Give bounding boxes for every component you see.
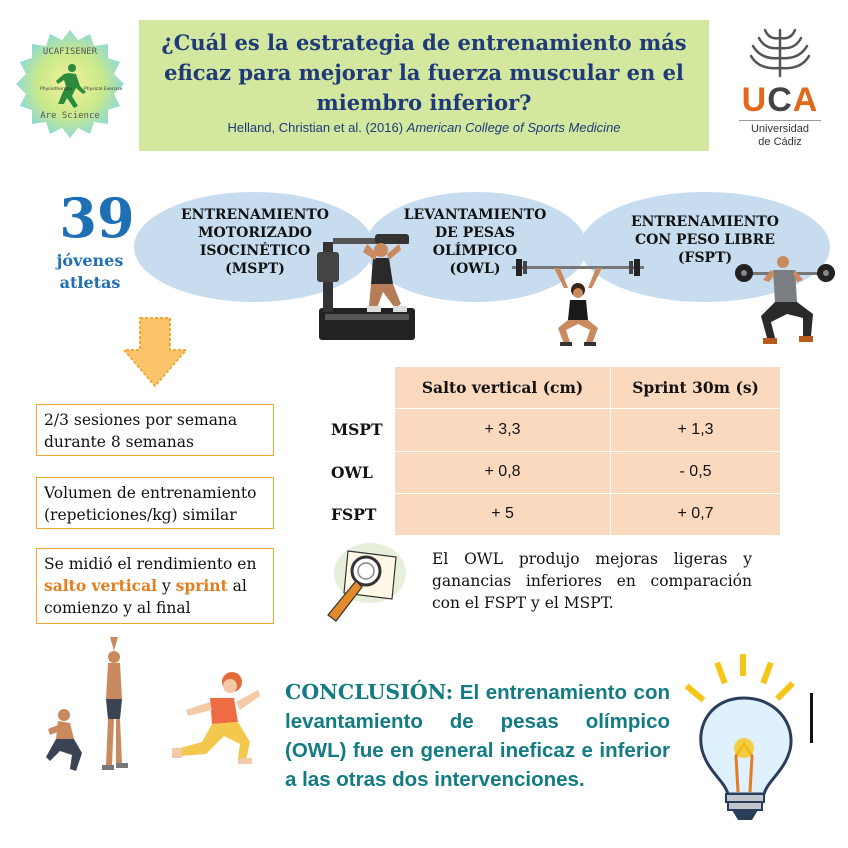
intervention-label-line: ENTRENAMIENTO — [631, 214, 779, 230]
highlight-vertical-jump: salto vertical — [44, 576, 158, 595]
participant-label-line: atletas — [59, 273, 121, 292]
measurement-line: Se midió el rendimiento en — [44, 555, 257, 573]
participant-label-line: jóvenes — [56, 251, 124, 270]
table-corner — [323, 367, 395, 409]
uca-letter: U — [741, 81, 768, 119]
table-cell: + 5 — [395, 493, 611, 535]
title-banner — [139, 20, 709, 151]
row-label: MSPT — [323, 409, 395, 451]
sessions-line: durante 8 semanas — [44, 433, 194, 451]
uca-logo — [735, 26, 825, 148]
intervention-label-line: DE PESAS — [435, 225, 515, 241]
svg-text:UCAFISENER: UCAFISENER — [42, 47, 98, 57]
measurement-line: comienzo y al final — [44, 599, 191, 617]
citation — [139, 120, 709, 135]
citation-journal: American College of Sports Medicine — [406, 120, 621, 135]
title-line: ¿Cuál es la estrategia de entrenamiento más — [161, 30, 687, 55]
vertical-jump-figure — [40, 635, 140, 775]
measurement-box — [36, 548, 274, 624]
table-row — [323, 493, 781, 535]
measurement-connector: al — [227, 577, 247, 595]
title-line: miembro inferior? — [316, 90, 532, 115]
uca-name-line: de Cádiz — [758, 136, 802, 148]
ucafisener-logo — [14, 28, 126, 140]
volume-box — [36, 477, 274, 529]
table-header-row — [323, 367, 781, 409]
intervention-label-line: (FSPT) — [677, 250, 733, 266]
svg-text:Are Science: Are Science — [40, 111, 100, 121]
intervention-label-line: OLÍMPICO — [432, 243, 518, 259]
arrow-down-icon — [120, 316, 190, 388]
page-title — [149, 28, 699, 118]
highlight-sprint: sprint — [175, 576, 228, 595]
volume-line: (repeticiones/kg) similar — [44, 506, 237, 524]
squat-figure — [735, 252, 835, 352]
title-line: eficaz para mejorar la fuerza muscular en el — [164, 60, 684, 85]
table-cell: + 0,7 — [611, 493, 781, 535]
column-header: Sprint 30m (s) — [611, 367, 781, 409]
conclusion-text — [285, 678, 670, 794]
table-row — [323, 451, 781, 493]
uca-letter: A — [792, 81, 819, 119]
magnifier-icon — [318, 537, 410, 623]
logo-badge-icon — [14, 28, 126, 140]
lightbulb-icon — [678, 652, 810, 822]
conclusion-body: El entrenamiento con levantamiento de pesas olímpico (OWL) fue en general ineficaz e inferior a las otras dos intervenciones. — [285, 681, 670, 791]
intervention-label-line: (OWL) — [449, 261, 501, 277]
uca-wordmark — [735, 82, 825, 118]
results-table — [322, 366, 781, 536]
table-cell: - 0,5 — [611, 451, 781, 493]
svg-text:Physiotherapy: Physiotherapy — [40, 87, 73, 92]
divider-bar — [810, 693, 813, 743]
uca-name-line: Universidad — [750, 123, 810, 135]
table-cell: + 0,8 — [395, 451, 611, 493]
measurement-line — [44, 575, 266, 597]
intervention-label-line: MOTORIZADO — [198, 225, 312, 241]
table-cell: + 1,3 — [611, 409, 781, 451]
table-cell: + 3,3 — [395, 409, 611, 451]
svg-text:Physical Exercise: Physical Exercise — [84, 87, 123, 92]
conclusion-label: CONCLUSIÓN: — [285, 680, 454, 704]
column-header: Salto vertical (cm) — [395, 367, 611, 409]
row-label: FSPT — [323, 493, 395, 535]
sessions-box — [36, 404, 274, 456]
volume-line: Volumen de entrenamiento — [44, 484, 257, 502]
uca-logo-icon — [747, 26, 813, 82]
participant-count: 39 — [59, 186, 135, 250]
sessions-line: 2/3 sesiones por semana — [44, 411, 238, 429]
intervention-label-line: (MSPT) — [225, 261, 285, 277]
citation-authors: Helland, Christian et al. (2016) — [227, 120, 407, 135]
uca-divider — [739, 120, 821, 121]
intervention-label-line: CON PESO LIBRE — [635, 232, 775, 248]
finding-text: El OWL produjo mejoras ligeras y ganancias inferiores en comparación con el FSPT y el MSPT. — [432, 550, 752, 612]
intervention-label-line: ENTRENAMIENTO — [181, 207, 329, 223]
table-row — [323, 409, 781, 451]
intervention-label-line: LEVANTAMIENTO — [403, 207, 547, 223]
isokinetic-machine-figure — [315, 222, 425, 350]
olympic-lift-figure — [508, 258, 648, 348]
row-label: OWL — [323, 451, 395, 493]
uca-letter: C — [767, 81, 793, 119]
participant-label — [40, 250, 140, 294]
intervention-label-line: ISOCINÉTICO — [199, 243, 311, 259]
measurement-connector: y — [157, 577, 176, 595]
sprinter-figure — [150, 668, 265, 778]
